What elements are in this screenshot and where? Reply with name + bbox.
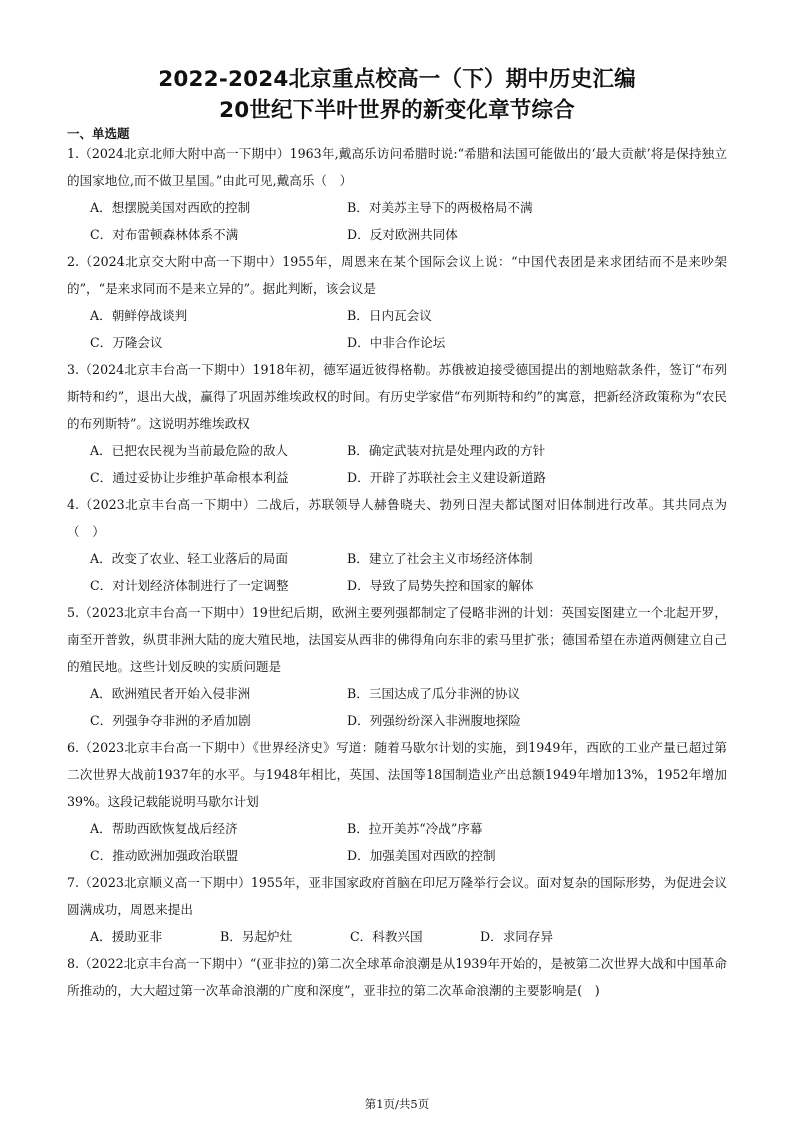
question-5-option-d: D．列强纷纷深入非洲腹地探险 — [347, 713, 521, 728]
question-2-option-b: B．日内瓦会议 — [347, 308, 432, 323]
question-3-option-c: C．通过妥协让步维护革命根本利益 — [90, 470, 289, 485]
question-6-option-c: C．推动欧洲加强政治联盟 — [90, 848, 239, 863]
question-3-options — [67, 437, 727, 491]
question-2-option-a: A．朝鲜停战谈判 — [90, 308, 188, 323]
question-5-option-a: A．欧洲殖民者开始入侵非洲 — [90, 686, 251, 701]
question-6-text: 6.（2023北京丰台高一下期中）《世界经济史》写道：随着马歇尔计划的实施，到1949年，西欧的工业产量已超过第二次世界大战前1937年的水平。与1948年相比，英国、法国等18国制造业产出总额1949年增加13%，1952年增加39%。这段记载能说明马歇尔计划 — [67, 740, 727, 809]
question-2-options — [67, 302, 727, 356]
question-1-option-a: A．想摆脱美国对西欧的控制 — [90, 200, 251, 215]
question-5-option-b: B．三国达成了瓜分非洲的协议 — [347, 686, 520, 701]
question-7-option-b: B．另起炉灶 — [220, 929, 293, 944]
question-1-option-d: D．反对欧洲共同体 — [347, 227, 458, 242]
question-7-text: 7.（2023北京顺义高一下期中）1955年，亚非国家政府首脑在印尼万隆举行会议。面对复杂的国际形势，为促进会议圆满成功，周恩来提出 — [67, 875, 727, 917]
question-list — [67, 140, 727, 1004]
question-4-text: 4.（2023北京丰台高一下期中）二战后，苏联领导人赫鲁晓夫、勃列日涅夫都试图对旧体制进行改革。其共同点为（ ） — [67, 497, 727, 539]
question-3-option-d: D．开辟了苏联社会主义建设新道路 — [347, 470, 547, 485]
question-1-text: 1.（2024北京北师大附中高一下期中）1963年,戴高乐访问希腊时说:“希腊和法国可能做出的‘最大贡献’将是保持独立的国家地位,而不做卫星国。”由此可见,戴高乐（ ） — [67, 146, 727, 188]
question-4-option-d: D．导致了局势失控和国家的解体 — [347, 578, 534, 593]
document-title-line-1: 2022-2024北京重点校高一（下）期中历史汇编 — [158, 67, 636, 92]
question-7-option-d: D．求同存异 — [480, 929, 554, 944]
question-7-options — [67, 923, 727, 950]
section-heading: 一、单选题 — [67, 126, 130, 141]
page-number-footer: 第1页/共5页 — [364, 1097, 430, 1111]
question-2-text: 2.（2024北京交大附中高一下期中）1955年，周恩来在某个国际会议上说：“中国代表团是来求团结而不是来吵架的”，“是来求同而不是来立异的”。据此判断，该会议是 — [67, 254, 727, 296]
question-8-text: 8.（2022北京丰台高一下期中）“(亚非拉的)第二次全球革命浪潮是从1939年开始的，是被第二次世界大战和中国革命所推动的，大大超过第一次革命浪潮的广度和深度”，亚非拉的第二次革命浪潮的主要影响是( ) — [67, 956, 727, 998]
question-1-option-c: C．对布雷顿森林体系不满 — [90, 227, 239, 242]
question-4-options — [67, 545, 727, 599]
question-3-option-a: A．已把农民视为当前最危险的敌人 — [90, 443, 289, 458]
question-5-option-c: C．列强争夺非洲的矛盾加剧 — [90, 713, 251, 728]
question-3-option-b: B．确定武装对抗是处理内政的方针 — [347, 443, 546, 458]
question-1-options — [67, 194, 727, 248]
question-6-option-b: B．拉开美苏“冷战”序幕 — [347, 821, 483, 836]
question-6-option-a: A．帮助西欧恢复战后经济 — [90, 821, 238, 836]
question-7-option-a: A．援助亚非 — [90, 929, 163, 944]
question-2-option-d: D．中非合作论坛 — [347, 335, 446, 350]
question-7-option-c: C．科教兴国 — [350, 929, 423, 944]
question-1-option-b: B．对美苏主导下的两极格局不满 — [347, 200, 533, 215]
question-6-options — [67, 815, 727, 869]
question-6-option-d: D．加强美国对西欧的控制 — [347, 848, 496, 863]
document-title-line-2: 20世纪下半叶世界的新变化章节综合 — [219, 98, 575, 123]
question-4-option-c: C．对计划经济体制进行了一定调整 — [90, 578, 289, 593]
question-5-options — [67, 680, 727, 734]
question-5-text: 5.（2023北京丰台高一下期中）19世纪后期，欧洲主要列强都制定了侵略非洲的计划：英国妄图建立一个北起开罗，南至开普敦，纵贯非洲大陆的庞大殖民地，法国妄从西非的佛得角向东非的索马里扩张；德国希望在赤道两侧建立自己的殖民地。这些计划反映的实质问题是 — [67, 605, 727, 674]
question-4-option-a: A．改变了农业、轻工业落后的局面 — [90, 551, 289, 566]
question-4-option-b: B．建立了社会主义市场经济体制 — [347, 551, 533, 566]
question-3-text: 3.（2024北京丰台高一下期中）1918年初，德军逼近彼得格勒。苏俄被迫接受德国提出的割地赔款条件，签订“布列斯特和约”，退出大战，赢得了巩固苏维埃政权的时间。有历史学家借“布列斯特和约”的寓意，把新经济政策称为“农民的布列斯特”。这说明苏维埃政权 — [67, 362, 727, 431]
question-2-option-c: C．万隆会议 — [90, 335, 163, 350]
